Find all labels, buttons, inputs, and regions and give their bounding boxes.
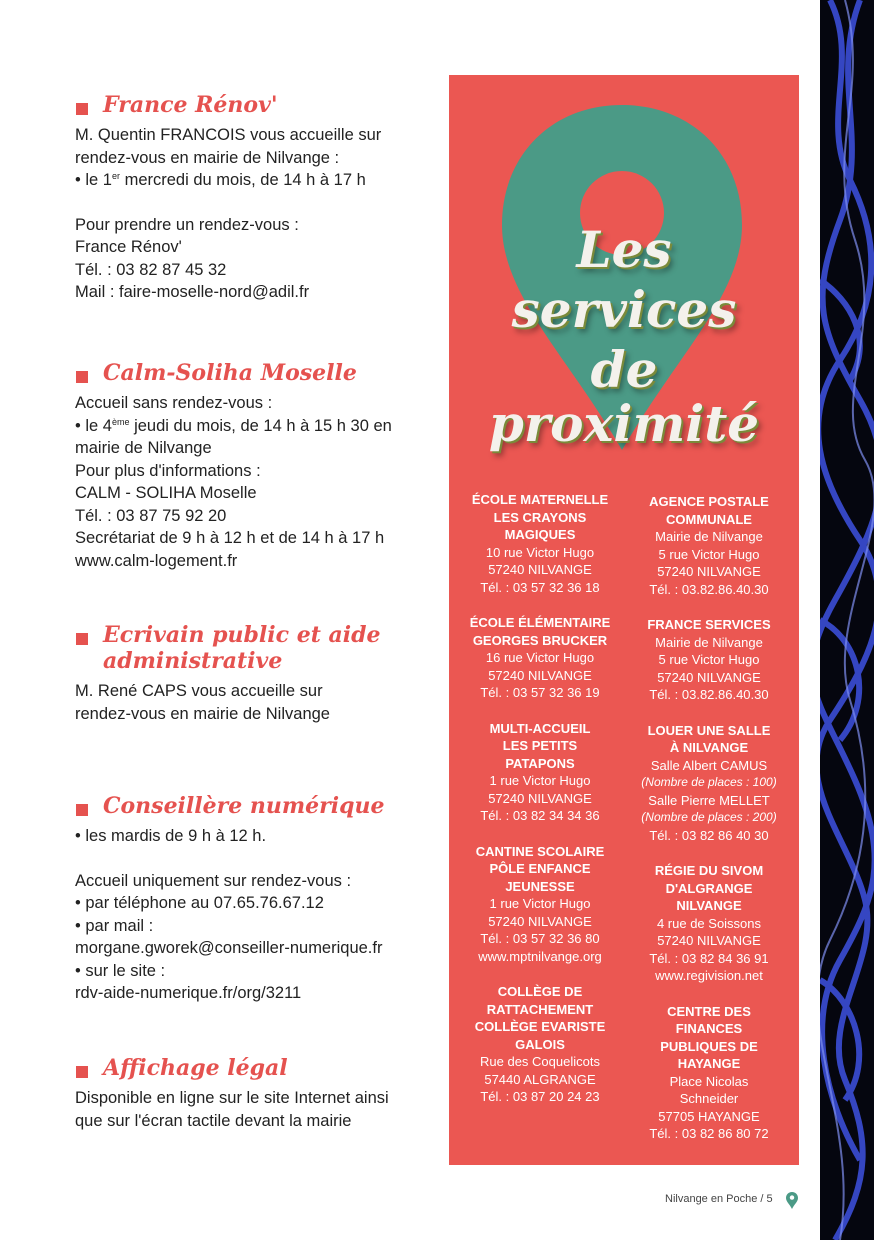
- service-entry: FRANCE SERVICES Mairie de Nilvange 5 rue Victor Hugo 57240 NILVANGE Tél. : 03.82.86.40.30: [647, 617, 771, 702]
- section-title: Conseillère numérique: [75, 793, 435, 819]
- location-pin-icon: [786, 1192, 798, 1209]
- email-text: morgane.gworek@conseiller-numerique.fr: [75, 939, 383, 957]
- bullet-square-icon: [76, 633, 88, 645]
- bullet-square-icon: [76, 1066, 88, 1078]
- text-line: M. René CAPS vous accueille sur: [75, 682, 323, 700]
- section-conseillere-numerique: [75, 793, 435, 1005]
- service-entry: ÉCOLE ÉLÉMENTAIRE GEORGES BRUCKER 16 rue Victor Hugo 57240 NILVANGE Tél. : 03 57 32 36 19: [469, 615, 611, 700]
- service-entry: CENTRE DES FINANCES PUBLIQUES DE HAYANGE Place Nicolas Schneider 57705 HAYANGE Tél. : 03 82 86 80 72: [649, 1003, 769, 1141]
- text-line: • le 4ème jeudi du mois, de 14 h à 15 h 30 en: [75, 416, 392, 435]
- text-line: Secrétariat de 9 h à 12 h et de 14 h à 17 h: [75, 529, 385, 547]
- text-line: CALM - SOLIHA Moselle: [75, 484, 257, 502]
- panel-title-line: de proximité: [488, 340, 760, 453]
- service-entry: MULTI-ACCUEIL LES PETITS PATAPONS 1 rue Victor Hugo 57240 NILVANGE Tél. : 03 82 34 34 36: [480, 720, 600, 823]
- text-line: • les mardis de 9 h à 12 h.: [75, 827, 267, 845]
- service-entry: AGENCE POSTALE COMMUNALE Mairie de Nilvange 5 rue Victor Hugo 57240 NILVANGE Tél. : 03.82.86.40.30: [649, 494, 769, 597]
- text-line: Pour prendre un rendez-vous :: [75, 215, 299, 234]
- phone-text: • par téléphone au 07.65.76.67.12: [75, 894, 324, 912]
- section-title: Affichage légal: [75, 1055, 435, 1081]
- text-line: M. Quentin FRANCOIS vous accueille sur: [75, 126, 382, 144]
- text-line: rendez-vous en mairie de Nilvange :: [75, 148, 340, 167]
- bullet-square-icon: [76, 371, 88, 383]
- bullet-square-icon: [76, 103, 88, 115]
- website-text: www.calm-logement.fr: [75, 551, 238, 570]
- text-line: Accueil sans rendez-vous :: [75, 394, 273, 412]
- phone-text: Tél. : 03 87 75 92 20: [75, 506, 227, 525]
- text-line: • le 1er mercredi du mois, de 14 h à 17 h: [75, 171, 366, 189]
- panel-title-line: services: [511, 280, 737, 339]
- services-panel: [449, 75, 799, 1165]
- services-column-left: [460, 491, 620, 1124]
- website-text: rdv-aide-numerique.fr/org/3211: [75, 984, 302, 1002]
- text-line: • sur le site :: [75, 961, 166, 980]
- service-entry: RÉGIE DU SIVOM D'ALGRANGE NILVANGE 4 rue de Soissons 57240 NILVANGE Tél. : 03 82 84 36 91 www.regivision.net: [649, 863, 769, 983]
- section-title: Calm-Soliha Moselle: [75, 360, 435, 386]
- section-affichage-legal: [75, 1055, 435, 1132]
- section-ecrivain-public: [75, 622, 435, 725]
- section-calm-soliha: [75, 360, 435, 572]
- text-line: France Rénov': [75, 238, 182, 256]
- page-footer: Nilvange en Poche / 5: [665, 1193, 773, 1205]
- decorative-marble-strip: [820, 0, 874, 1240]
- section-title: France Rénov': [75, 92, 435, 118]
- service-entry: LOUER UNE SALLE À NILVANGE Salle Albert CAMUS (Nombre de places : 100) Salle Pierre MELLET (Nombre de places : 200) Tél. : 03 82 86 40 30: [641, 722, 777, 843]
- text-line: mairie de Nilvange: [75, 439, 212, 457]
- text-line: rendez-vous en mairie de Nilvange: [75, 704, 330, 723]
- text-line: que sur l'écran tactile devant la mairie: [75, 1111, 352, 1130]
- email-text: Mail : faire-moselle-nord@adil.fr: [75, 283, 310, 301]
- text-line: Disponible en ligne sur le site Internet ainsi: [75, 1089, 389, 1107]
- service-entry: CANTINE SCOLAIRE PÔLE ENFANCE JEUNESSE 1 rue Victor Hugo 57240 NILVANGE Tél. : 03 57 32 36 80 www.mptnilvange.org: [475, 843, 605, 964]
- service-entry: ÉCOLE MATERNELLE LES CRAYONS MAGIQUES 10 rue Victor Hugo 57240 NILVANGE Tél. : 03 57 32 36 18: [471, 492, 609, 595]
- section-france-renov: [75, 92, 435, 304]
- bullet-square-icon: [76, 804, 88, 816]
- services-column-right: [629, 493, 789, 1161]
- panel-title-line: Les: [576, 220, 672, 279]
- text-line: Accueil uniquement sur rendez-vous :: [75, 871, 352, 890]
- section-title: Ecrivain public et aide administrative: [75, 622, 435, 674]
- phone-text: Tél. : 03 82 87 45 32: [75, 260, 227, 279]
- text-line: • par mail :: [75, 916, 154, 935]
- service-entry: COLLÈGE DE RATTACHEMENT COLLÈGE EVARISTE GALOIS Rue des Coquelicots 57440 ALGRANGE Tél. : 03 87 20 24 23: [474, 984, 606, 1104]
- text-line: Pour plus d'informations :: [75, 461, 261, 480]
